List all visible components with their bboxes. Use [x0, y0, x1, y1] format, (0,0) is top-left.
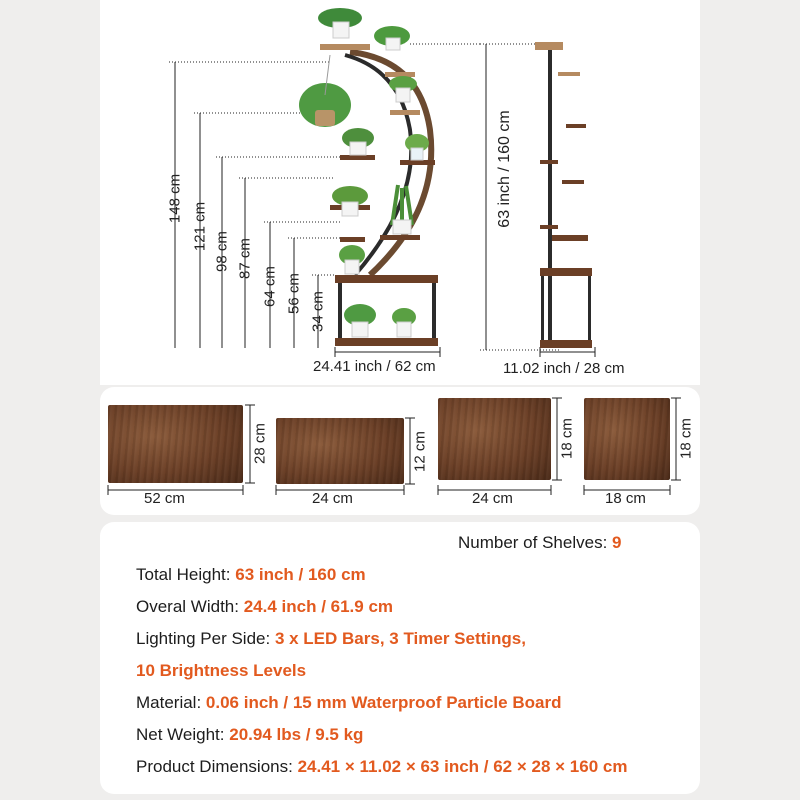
number-of-shelves: [458, 533, 622, 553]
height-label-121: 121 cm: [191, 201, 209, 252]
side-view-illustration: [535, 42, 592, 348]
spec-value: 24.41 × 11.02 × 63 inch / 62 × 28 × 160 cm: [297, 757, 628, 776]
board-3-width: 24 cm: [472, 490, 513, 507]
board-2-depth: 12 cm: [411, 431, 429, 472]
spec-label: Product Dimensions:: [136, 757, 293, 776]
height-label-34: 34 cm: [309, 291, 327, 332]
side-width-label: 11.02 inch / 28 cm: [503, 360, 625, 377]
spec-product-dimensions: [136, 757, 627, 777]
front-view-illustration: [0, 0, 800, 385]
board-1-depth: 28 cm: [251, 423, 269, 464]
shelves-label: Number of Shelves:: [458, 533, 608, 552]
spec-value: 3 x LED Bars, 3 Timer Settings,: [274, 629, 526, 648]
side-height-label: 63 inch / 160 cm: [496, 110, 513, 228]
board-4-depth: 18 cm: [677, 418, 695, 459]
spec-value: 0.06 inch / 15 mm Waterproof Particle Board: [205, 693, 562, 712]
spec-value: 63 inch / 160 cm: [235, 565, 366, 584]
spec-net-weight: [136, 725, 363, 745]
spec-overall-width: [136, 597, 393, 617]
board-1-width: 52 cm: [144, 490, 185, 507]
board-2-width: 24 cm: [312, 490, 353, 507]
spec-value: 10 Brightness Levels: [136, 661, 307, 680]
specifications-panel: [100, 522, 700, 794]
height-label-87: 87 cm: [236, 238, 254, 279]
board-4-width: 18 cm: [605, 490, 646, 507]
spec-value: 20.94 lbs / 9.5 kg: [229, 725, 364, 744]
height-label-98: 98 cm: [213, 231, 231, 272]
spec-label: Material:: [136, 693, 202, 712]
spec-label: Lighting Per Side:: [136, 629, 271, 648]
height-dimension-lines: [166, 44, 595, 357]
height-label-56: 56 cm: [285, 273, 303, 314]
shelves-value: 9: [612, 533, 622, 552]
front-width-label: 24.41 inch / 62 cm: [313, 358, 436, 375]
height-label-148: 148 cm: [166, 173, 184, 224]
spec-total-height: [136, 565, 366, 585]
spec-lighting: [136, 629, 526, 649]
spec-material: [136, 693, 561, 713]
spec-lighting-continued: [136, 661, 306, 681]
board-3-depth: 18 cm: [558, 418, 576, 459]
spec-value: 24.4 inch / 61.9 cm: [243, 597, 394, 616]
height-label-64: 64 cm: [261, 266, 279, 307]
spec-label: Overal Width:: [136, 597, 239, 616]
spec-label: Total Height:: [136, 565, 231, 584]
spec-label: Net Weight:: [136, 725, 225, 744]
